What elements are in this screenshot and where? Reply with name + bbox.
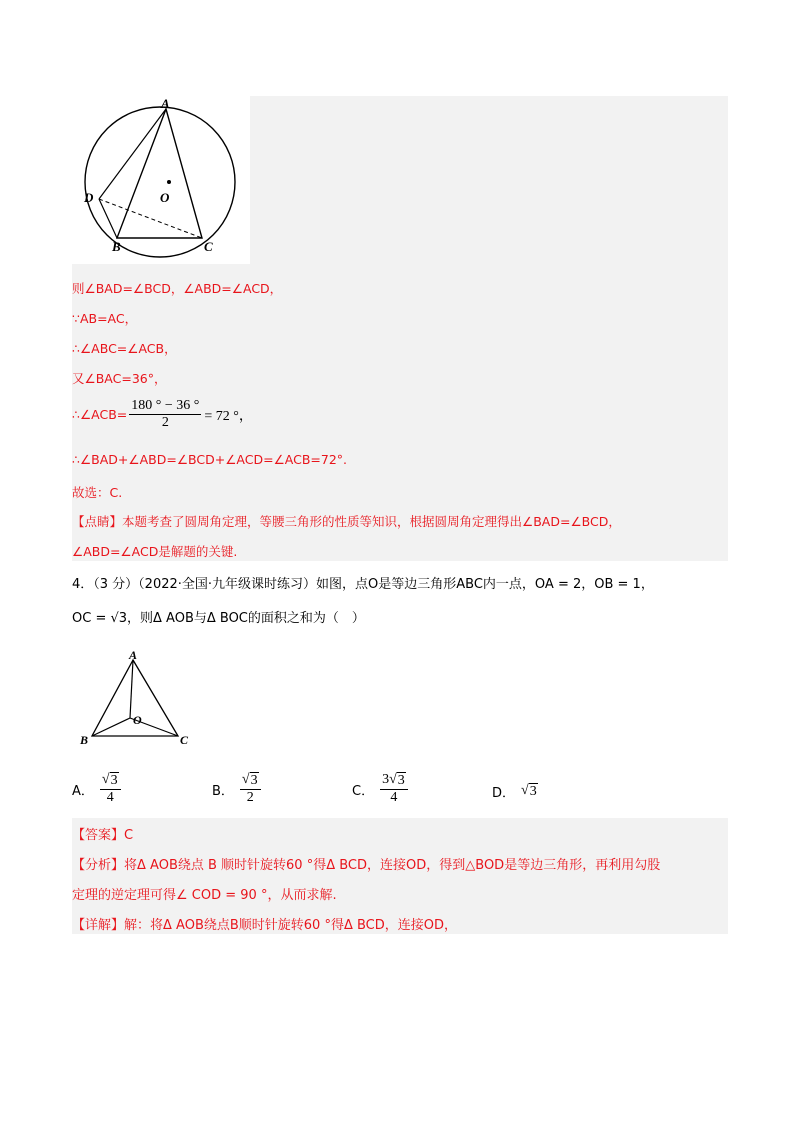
label-o: O	[160, 190, 170, 205]
choice-c-fraction: 3 √ 3 4	[380, 772, 408, 806]
choice-a-num: 3	[110, 773, 118, 788]
question-line-1: 4．（3 分）（2022·全国·九年级课时练习）如图，点O是等边三角形ABC内一点，OA = 2，OB = 1，	[72, 577, 654, 592]
choice-c-num: 3	[397, 773, 405, 788]
line5-suffix: = 72 °，	[204, 408, 253, 424]
analysis-line-1	[72, 854, 660, 873]
detail-line	[72, 914, 457, 933]
solution-line-7: 故选：C.	[72, 485, 123, 500]
tri-label-a: A	[129, 648, 138, 662]
tri-label-c: C	[180, 733, 189, 747]
solution-line-1: 则∠BAD=∠BCD，∠ABD=∠ACD，	[72, 281, 283, 296]
choice-b-label: B．	[212, 783, 234, 799]
analysis-line-2: 定理的逆定理可得∠ COD = 90 °，从而求解.	[72, 888, 337, 903]
choice-b[interactable]	[212, 772, 261, 806]
solution-line-5	[72, 398, 253, 431]
solution-block	[72, 96, 728, 561]
choice-d[interactable]: D． √ 3	[492, 783, 537, 801]
tri-label-o: O	[133, 713, 142, 727]
choice-a-fraction: √ 3 4	[100, 772, 121, 806]
choice-c[interactable]	[352, 772, 408, 806]
solution-note	[72, 512, 621, 530]
line5-numerator: 180 ° − 36 °	[131, 398, 200, 413]
choice-b-num: 3	[250, 773, 258, 788]
line5-denominator: 2	[161, 415, 169, 430]
detail-tag: 【详解】	[72, 918, 125, 933]
choice-c-den: 4	[390, 790, 398, 805]
question-line-2: OC = √3，则Δ AOB与Δ BOC的面积之和为（ ）	[72, 611, 365, 626]
choice-c-coef: 3	[382, 772, 390, 787]
choice-b-fraction: √ 3 2	[240, 772, 261, 806]
choice-d-label: D．	[492, 786, 516, 801]
label-a: A	[161, 96, 170, 111]
label-d: D	[84, 190, 94, 205]
choice-b-den: 2	[246, 790, 254, 805]
label-b: B	[112, 239, 121, 254]
answer-block	[72, 818, 728, 934]
solution-line-4: 又∠BAC=36°，	[72, 371, 167, 386]
analysis-text-1: 将Δ AOB绕点 B 顺时针旋转60 °得Δ BCD，连接OD，得到△BOD是等边三角形，再利用勾股	[124, 858, 661, 873]
circle-figure	[72, 96, 250, 264]
question-4	[72, 568, 732, 636]
label-c: C	[204, 239, 213, 254]
solution-line-6: ∴∠BAD+∠ABD=∠BCD+∠ACD=∠ACB=72°.	[72, 452, 348, 467]
analysis-tag: 【分析】	[72, 858, 125, 873]
answer-tag: 【答案】	[72, 828, 125, 843]
choice-c-label: C．	[352, 783, 375, 799]
detail-text: 解：将Δ AOB绕点B顺时针旋转60 °得Δ BCD，连接OD，	[124, 918, 457, 933]
solution-line-3: ∴∠ABC=∠ACB，	[72, 341, 177, 356]
solution-note-2: ∠ABD=∠ACD是解题的关键.	[72, 544, 238, 559]
answer-value: C	[124, 828, 134, 843]
choice-d-value: 3	[529, 784, 537, 799]
triangle-figure	[78, 648, 193, 748]
tri-label-b: B	[80, 733, 89, 747]
note-tag: 【点睛】	[72, 514, 123, 529]
note-text: 本题考查了圆周角定理，等腰三角形的性质等知识，根据圆周角定理得出∠BAD=∠BCD，	[122, 514, 621, 529]
solution-line-2: ∵AB=AC，	[72, 311, 138, 326]
answer-line	[72, 824, 133, 843]
line5-prefix: ∴∠ACB=	[72, 407, 128, 422]
choice-a-den: 4	[106, 790, 114, 805]
choice-a[interactable]	[72, 772, 121, 806]
line5-fraction	[129, 398, 201, 431]
choice-a-label: A．	[72, 783, 94, 799]
